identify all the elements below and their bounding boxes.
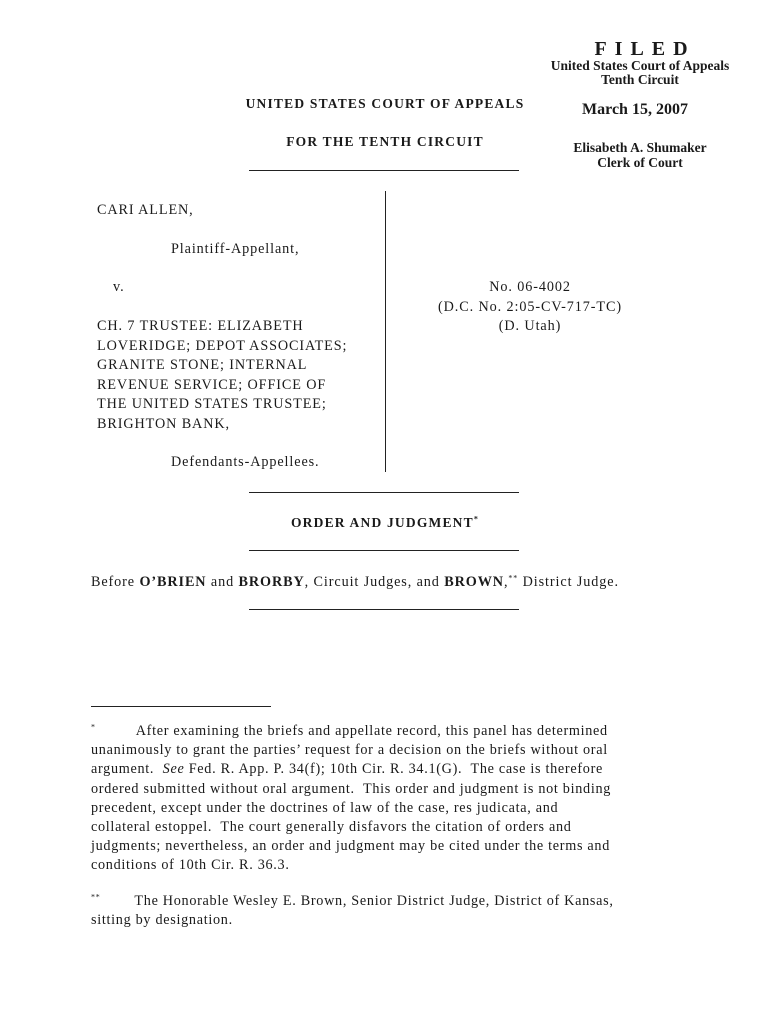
judge-obrien: O’BRIEN xyxy=(139,574,207,590)
footnote-ref-2: ** xyxy=(508,573,519,583)
filed-stamp-date: March 15, 2007 xyxy=(582,101,688,118)
versus: v. xyxy=(113,279,125,295)
caption-divider xyxy=(385,191,386,472)
footnote-2 xyxy=(91,892,691,930)
footnote-ref-1: * xyxy=(473,514,480,524)
panel-end: District Judge. xyxy=(518,574,619,590)
filed-stamp-title: FILED xyxy=(594,38,696,60)
footnote-1-line: After examining the briefs and appellate record, this panel has determined xyxy=(135,723,608,739)
defendants-line: CH. 7 TRUSTEE: ELIZABETH xyxy=(97,318,304,334)
footnote-1-line: argument. xyxy=(91,761,163,778)
panel-line: Before O’BRIEN and BRORBY, Circuit Judges, and BROWN,** District Judge. xyxy=(91,573,619,590)
defendants-line: LOVERIDGE; DEPOT ASSOCIATES; xyxy=(97,337,348,354)
defendants-list xyxy=(97,317,347,434)
footnote-1-line: judgments; nevertheless, an order and judgment may be cited under the terms and xyxy=(91,838,611,855)
footnote-1 xyxy=(91,722,691,876)
district: (D. Utah) xyxy=(498,318,562,334)
circuit-name: FOR THE TENTH CIRCUIT xyxy=(286,134,484,149)
footnote-2-line: sitting by designation. xyxy=(91,912,233,929)
footnote-1-line: Fed. R. App. P. 34(f); 10th Cir. R. 34.1(G). The case is therefore xyxy=(184,761,603,778)
filed-stamp-clerk-title: Clerk of Court xyxy=(597,155,683,170)
panel-middle: , Circuit Judges, and xyxy=(304,574,445,590)
plaintiff-name: CARI ALLEN, xyxy=(97,202,194,218)
footnote-separator xyxy=(91,706,271,707)
footnote-1-line: collateral estoppel. The court generally disfavors the citation of orders and xyxy=(91,819,572,836)
footnote-1-line: ordered submitted without oral argument. This order and judgment is not binding xyxy=(91,780,612,797)
header-rule xyxy=(249,170,519,171)
dc-number: (D.C. No. 2:05-CV-717-TC) xyxy=(438,298,622,315)
panel-rule xyxy=(249,609,519,610)
footnote-1-line: conditions of 10th Cir. R. 36.3. xyxy=(91,857,290,874)
order-title xyxy=(200,515,570,531)
case-number-block xyxy=(410,278,650,337)
plaintiff-role: Plaintiff-Appellant, xyxy=(171,241,300,257)
order-title-text: ORDER AND JUDGMENT xyxy=(290,515,474,530)
panel-before: Before xyxy=(91,574,140,590)
order-rule-bottom xyxy=(249,550,519,551)
footnote-1-marker: * xyxy=(91,722,96,732)
filed-stamp-court: United States Court of Appeals xyxy=(550,58,730,73)
case-number: No. 06-4002 xyxy=(489,279,571,295)
footnote-2-line: The Honorable Wesley E. Brown, Senior District Judge, District of Kansas, xyxy=(134,893,614,909)
defendants-line: REVENUE SERVICE; OFFICE OF xyxy=(97,376,327,393)
footnote-1-see: See xyxy=(162,761,185,778)
panel-and: and xyxy=(206,574,239,590)
filed-stamp-circuit: Tenth Circuit xyxy=(601,72,679,87)
footnote-1-line: unanimously to grant the parties’ request for a decision on the briefs without oral xyxy=(91,742,608,759)
defendants-line: GRANITE STONE; INTERNAL xyxy=(97,357,308,373)
court-name: UNITED STATES COURT OF APPEALS xyxy=(245,96,525,111)
order-rule-top xyxy=(249,492,519,493)
judge-brorby: BRORBY xyxy=(238,574,305,590)
filed-stamp-clerk-name: Elisabeth A. Shumaker xyxy=(573,140,707,155)
judge-brown: BROWN xyxy=(444,574,504,590)
defendants-line: THE UNITED STATES TRUSTEE; xyxy=(97,396,327,412)
footnote-1-line: precedent, except under the doctrines of law of the case, res judicata, and xyxy=(91,799,559,816)
footnote-2-marker: ** xyxy=(91,892,101,902)
defendants-line: BRIGHTON BANK, xyxy=(97,415,230,432)
defendants-role: Defendants-Appellees. xyxy=(171,454,320,470)
